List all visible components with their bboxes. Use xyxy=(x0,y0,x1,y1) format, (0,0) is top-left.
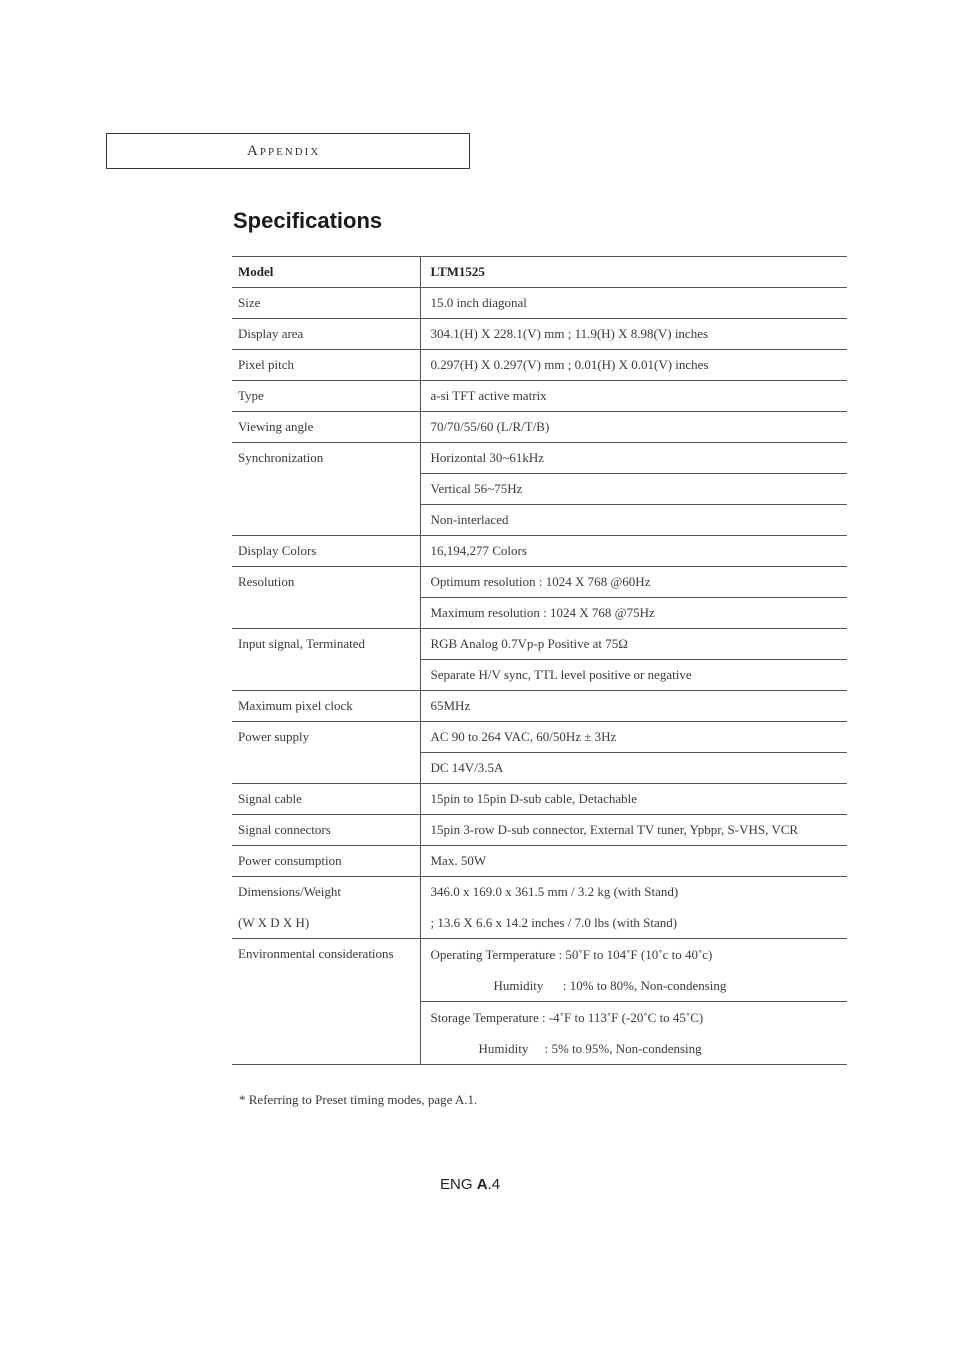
row-value: a-si TFT active matrix xyxy=(420,381,847,412)
row-label: Power consumption xyxy=(232,846,420,877)
table-row xyxy=(232,908,847,939)
row-value: 15pin to 15pin D-sub cable, Detachable xyxy=(420,784,847,815)
row-value: 0.297(H) X 0.297(V) mm ; 0.01(H) X 0.01(V) inches xyxy=(420,350,847,381)
row-value: ; 13.6 X 6.6 x 14.2 inches / 7.0 lbs (with Stand) xyxy=(420,908,847,939)
row-label: Dimensions/Weight xyxy=(232,877,420,908)
table-row xyxy=(232,381,847,412)
row-value: 70/70/55/60 (L/R/T/B) xyxy=(420,412,847,443)
row-value: 65MHz xyxy=(420,691,847,722)
table-row xyxy=(232,846,847,877)
row-label: Input signal, Terminated xyxy=(232,629,420,691)
row-label: Signal connectors xyxy=(232,815,420,846)
row-value xyxy=(420,1002,847,1065)
table-row xyxy=(232,877,847,908)
row-value: RGB Analog 0.7Vp-p Positive at 75Ω xyxy=(420,629,847,660)
storage-temperature: Storage Temperature : -4˚F to 113˚F (-20˚C to 45˚C) xyxy=(430,1010,704,1025)
table-row xyxy=(232,350,847,381)
row-label: Display area xyxy=(232,319,420,350)
row-label: (W X D X H) xyxy=(232,908,420,939)
row-value: 16,194,277 Colors xyxy=(420,536,847,567)
row-label: Synchronization xyxy=(232,443,420,536)
page-number xyxy=(440,1176,500,1193)
row-label: Size xyxy=(232,288,420,319)
row-label: Signal cable xyxy=(232,784,420,815)
page-letter: A xyxy=(476,1176,488,1193)
page-prefix: ENG xyxy=(440,1176,477,1193)
table-row xyxy=(232,443,847,474)
row-value: Horizontal 30~61kHz xyxy=(420,443,847,474)
row-label: Type xyxy=(232,381,420,412)
specifications-table xyxy=(232,256,847,1065)
table-row xyxy=(232,815,847,846)
operating-temperature: Operating Termperature : 50˚F to 104˚F (10˚c to 40˚c) xyxy=(430,947,713,962)
row-label: Maximum pixel clock xyxy=(232,691,420,722)
table-row xyxy=(232,691,847,722)
row-label: Resolution xyxy=(232,567,420,629)
row-value: 15.0 inch diagonal xyxy=(420,288,847,319)
row-value: 304.1(H) X 228.1(V) mm ; 11.9(H) X 8.98(V) inches xyxy=(420,319,847,350)
row-value: Maximum resolution : 1024 X 768 @75Hz xyxy=(420,598,847,629)
table-row xyxy=(232,939,847,1002)
row-value: 346.0 x 169.0 x 361.5 mm / 3.2 kg (with Stand) xyxy=(430,884,679,900)
row-label: Model xyxy=(232,257,420,288)
table-row xyxy=(232,567,847,598)
row-value: Vertical 56~75Hz xyxy=(420,474,847,505)
table-row xyxy=(232,319,847,350)
page-suffix: .4 xyxy=(487,1176,501,1193)
table-row xyxy=(232,629,847,660)
row-value: Non-interlaced xyxy=(420,505,847,536)
row-label: Pixel pitch xyxy=(232,350,420,381)
row-value: AC 90 to 264 VAC, 60/50Hz ± 3Hz xyxy=(420,722,847,753)
appendix-label: Appendix xyxy=(247,143,321,159)
row-value: Optimum resolution : 1024 X 768 @60Hz xyxy=(420,567,847,598)
row-label: Power supply xyxy=(232,722,420,784)
row-label: Display Colors xyxy=(232,536,420,567)
table-row xyxy=(232,784,847,815)
page-title: Specifications xyxy=(233,208,383,233)
appendix-header-box xyxy=(106,133,470,169)
row-value: Separate H/V sync, TTL level positive or negative xyxy=(420,660,847,691)
table-row xyxy=(232,536,847,567)
row-label: Environmental considerations xyxy=(232,939,420,1065)
table-row xyxy=(232,412,847,443)
table-row xyxy=(232,288,847,319)
row-value xyxy=(420,939,847,1002)
row-value: Max. 50W xyxy=(420,846,847,877)
row-value: 15pin 3-row D-sub connector, External TV tuner, Ypbpr, S-VHS, VCR xyxy=(420,815,847,846)
operating-humidity: Humidity : 10% to 80%, Non-condensing xyxy=(493,978,727,993)
table-row xyxy=(232,257,847,288)
storage-humidity: Humidity : 5% to 95%, Non-condensing xyxy=(478,1041,702,1056)
row-value: LTM1525 xyxy=(420,257,847,288)
row-value: DC 14V/3.5A xyxy=(420,753,847,784)
row-label: Viewing angle xyxy=(232,412,420,443)
table-row xyxy=(232,722,847,753)
footnote: * Referring to Preset timing modes, page A.1. xyxy=(239,1092,478,1107)
